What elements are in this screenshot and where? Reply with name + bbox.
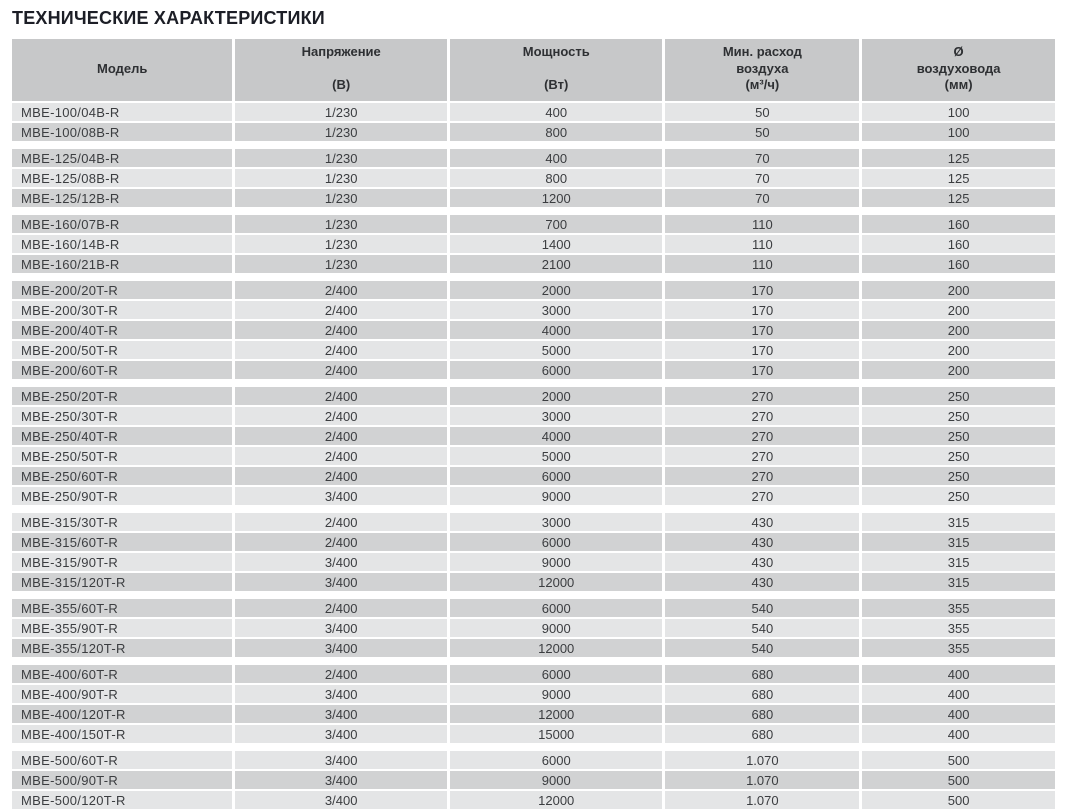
cell-voltage: 1/230 (235, 123, 447, 141)
cell-diameter: 500 (862, 791, 1055, 809)
cell-power: 6000 (450, 665, 663, 683)
header-label: Мин. расход (722, 44, 802, 59)
cell-airflow: 430 (665, 553, 859, 571)
cell-model: MBE-100/08B-R (12, 123, 232, 141)
cell-voltage: 2/400 (235, 321, 447, 339)
cell-airflow: 680 (665, 665, 859, 683)
cell-voltage: 1/230 (235, 255, 447, 273)
table-row (12, 447, 1055, 465)
cell-airflow: 1.070 (665, 771, 859, 789)
cell-voltage: 3/400 (235, 639, 447, 657)
cell-voltage: 2/400 (235, 301, 447, 319)
cell-model: MBE-400/60T-R (12, 665, 232, 683)
cell-airflow: 680 (665, 705, 859, 723)
cell-airflow: 540 (665, 639, 859, 657)
row-group (12, 599, 1055, 657)
cell-airflow: 1.070 (665, 791, 859, 809)
cell-voltage: 3/400 (235, 685, 447, 703)
table-row (12, 639, 1055, 657)
header-label: Модель (97, 60, 148, 76)
cell-airflow: 110 (665, 255, 859, 273)
cell-voltage: 3/400 (235, 791, 447, 809)
cell-voltage: 2/400 (235, 407, 447, 425)
cell-diameter: 250 (862, 387, 1055, 405)
cell-voltage: 3/400 (235, 725, 447, 743)
header-unit: (Вт) (544, 77, 569, 93)
cell-airflow: 270 (665, 407, 859, 425)
header-unit: (В) (332, 77, 351, 93)
cell-power: 9000 (450, 619, 663, 637)
cell-power: 1200 (450, 189, 663, 207)
cell-diameter: 500 (862, 751, 1055, 769)
cell-power: 5000 (450, 447, 663, 465)
table-row (12, 467, 1055, 485)
cell-voltage: 2/400 (235, 387, 447, 405)
cell-diameter: 400 (862, 665, 1055, 683)
cell-airflow: 540 (665, 599, 859, 617)
cell-model: MBE-315/90T-R (12, 553, 232, 571)
cell-model: MBE-250/30T-R (12, 407, 232, 425)
cell-model: MBE-125/12B-R (12, 189, 232, 207)
cell-model: MBE-250/60T-R (12, 467, 232, 485)
cell-airflow: 110 (665, 215, 859, 233)
cell-diameter: 100 (862, 123, 1055, 141)
cell-voltage: 2/400 (235, 427, 447, 445)
cell-airflow: 170 (665, 301, 859, 319)
cell-power: 6000 (450, 533, 663, 551)
table-row (12, 123, 1055, 141)
cell-diameter: 250 (862, 487, 1055, 505)
specs-table (12, 39, 1055, 809)
page-title: ТЕХНИЧЕСКИЕ ХАРАКТЕРИСТИКИ (12, 8, 325, 28)
table-row (12, 751, 1055, 769)
cell-power: 9000 (450, 771, 663, 789)
cell-power: 12000 (450, 791, 663, 809)
table-row (12, 599, 1055, 617)
cell-diameter: 250 (862, 447, 1055, 465)
table-row (12, 361, 1055, 379)
header-unit: (м³/ч) (745, 77, 780, 93)
cell-power: 800 (450, 169, 663, 187)
cell-voltage: 1/230 (235, 235, 447, 253)
cell-model: MBE-200/40T-R (12, 321, 232, 339)
cell-power: 4000 (450, 321, 663, 339)
cell-diameter: 160 (862, 235, 1055, 253)
cell-power: 3000 (450, 513, 663, 531)
cell-power: 9000 (450, 685, 663, 703)
cell-power: 3000 (450, 301, 663, 319)
cell-voltage: 1/230 (235, 149, 447, 167)
cell-voltage: 3/400 (235, 487, 447, 505)
cell-airflow: 110 (665, 235, 859, 253)
table-row (12, 235, 1055, 253)
cell-power: 12000 (450, 639, 663, 657)
row-group (12, 513, 1055, 591)
cell-airflow: 50 (665, 103, 859, 121)
cell-model: MBE-160/14B-R (12, 235, 232, 253)
row-group (12, 103, 1055, 141)
cell-model: MBE-400/90T-R (12, 685, 232, 703)
table-row (12, 255, 1055, 273)
table-row (12, 771, 1055, 789)
header-cell-voltage (235, 39, 447, 101)
cell-airflow: 50 (665, 123, 859, 141)
cell-power: 400 (450, 103, 663, 121)
cell-airflow: 70 (665, 169, 859, 187)
cell-airflow: 170 (665, 361, 859, 379)
cell-power: 12000 (450, 705, 663, 723)
cell-power: 6000 (450, 599, 663, 617)
table-row (12, 553, 1055, 571)
header-cell-diameter (862, 39, 1055, 101)
cell-model: MBE-250/90T-R (12, 487, 232, 505)
table-row (12, 407, 1055, 425)
table-row (12, 533, 1055, 551)
cell-airflow: 540 (665, 619, 859, 637)
cell-diameter: 250 (862, 467, 1055, 485)
table-row (12, 705, 1055, 723)
cell-voltage: 3/400 (235, 771, 447, 789)
cell-voltage: 1/230 (235, 103, 447, 121)
cell-voltage: 2/400 (235, 341, 447, 359)
cell-voltage: 2/400 (235, 533, 447, 551)
cell-airflow: 430 (665, 573, 859, 591)
cell-airflow: 70 (665, 189, 859, 207)
table-row (12, 685, 1055, 703)
cell-diameter: 315 (862, 513, 1055, 531)
cell-model: MBE-125/08B-R (12, 169, 232, 187)
cell-model: MBE-200/50T-R (12, 341, 232, 359)
cell-voltage: 3/400 (235, 553, 447, 571)
cell-model: MBE-250/20T-R (12, 387, 232, 405)
cell-model: MBE-315/30T-R (12, 513, 232, 531)
cell-diameter: 160 (862, 215, 1055, 233)
cell-diameter: 355 (862, 639, 1055, 657)
cell-power: 12000 (450, 573, 663, 591)
row-group (12, 149, 1055, 207)
cell-voltage: 1/230 (235, 189, 447, 207)
cell-voltage: 3/400 (235, 705, 447, 723)
cell-power: 1400 (450, 235, 663, 253)
header-label: воздуховода (916, 60, 1001, 76)
cell-power: 9000 (450, 553, 663, 571)
cell-model: MBE-400/120T-R (12, 705, 232, 723)
cell-diameter: 315 (862, 533, 1055, 551)
cell-model: MBE-500/90T-R (12, 771, 232, 789)
header-label: Мощность (522, 44, 590, 59)
cell-model: MBE-125/04B-R (12, 149, 232, 167)
cell-airflow: 1.070 (665, 751, 859, 769)
cell-airflow: 170 (665, 321, 859, 339)
cell-power: 6000 (450, 751, 663, 769)
cell-diameter: 200 (862, 341, 1055, 359)
cell-voltage: 2/400 (235, 281, 447, 299)
cell-voltage: 2/400 (235, 447, 447, 465)
cell-power: 4000 (450, 427, 663, 445)
cell-model: MBE-355/90T-R (12, 619, 232, 637)
cell-diameter: 355 (862, 599, 1055, 617)
cell-voltage: 3/400 (235, 619, 447, 637)
cell-voltage: 2/400 (235, 599, 447, 617)
cell-diameter: 125 (862, 149, 1055, 167)
cell-airflow: 270 (665, 387, 859, 405)
table-row (12, 215, 1055, 233)
table-row (12, 513, 1055, 531)
cell-voltage: 2/400 (235, 513, 447, 531)
cell-diameter: 315 (862, 553, 1055, 571)
cell-model: MBE-500/120T-R (12, 791, 232, 809)
cell-voltage: 2/400 (235, 467, 447, 485)
cell-power: 700 (450, 215, 663, 233)
row-group (12, 215, 1055, 273)
cell-voltage: 3/400 (235, 573, 447, 591)
cell-model: MBE-200/60T-R (12, 361, 232, 379)
cell-diameter: 160 (862, 255, 1055, 273)
cell-power: 2100 (450, 255, 663, 273)
cell-airflow: 270 (665, 447, 859, 465)
cell-airflow: 270 (665, 427, 859, 445)
table-row (12, 725, 1055, 743)
cell-model: MBE-355/60T-R (12, 599, 232, 617)
cell-airflow: 70 (665, 149, 859, 167)
cell-airflow: 170 (665, 281, 859, 299)
header-cell-power (450, 39, 663, 101)
row-group (12, 665, 1055, 743)
cell-model: MBE-200/20T-R (12, 281, 232, 299)
cell-diameter: 125 (862, 189, 1055, 207)
cell-voltage: 2/400 (235, 361, 447, 379)
table-row (12, 791, 1055, 809)
cell-diameter: 315 (862, 573, 1055, 591)
cell-model: MBE-315/60T-R (12, 533, 232, 551)
cell-voltage: 1/230 (235, 169, 447, 187)
cell-diameter: 250 (862, 427, 1055, 445)
table-header (12, 39, 1055, 101)
header-cell-airflow (665, 39, 859, 101)
cell-airflow: 680 (665, 725, 859, 743)
cell-voltage: 1/230 (235, 215, 447, 233)
table-row (12, 149, 1055, 167)
cell-model: MBE-315/120T-R (12, 573, 232, 591)
table-row (12, 573, 1055, 591)
table-row (12, 341, 1055, 359)
cell-diameter: 400 (862, 705, 1055, 723)
cell-model: MBE-160/21B-R (12, 255, 232, 273)
cell-airflow: 270 (665, 487, 859, 505)
cell-diameter: 400 (862, 685, 1055, 703)
table-row (12, 281, 1055, 299)
cell-power: 9000 (450, 487, 663, 505)
row-group (12, 751, 1055, 809)
cell-diameter: 250 (862, 407, 1055, 425)
table-row (12, 427, 1055, 445)
cell-model: MBE-250/40T-R (12, 427, 232, 445)
header-unit: (мм) (944, 77, 973, 93)
cell-model: MBE-100/04B-R (12, 103, 232, 121)
header-label: Напряжение (301, 44, 381, 59)
cell-airflow: 430 (665, 513, 859, 531)
table-row (12, 321, 1055, 339)
cell-diameter: 200 (862, 301, 1055, 319)
cell-power: 6000 (450, 361, 663, 379)
cell-diameter: 100 (862, 103, 1055, 121)
cell-model: MBE-500/60T-R (12, 751, 232, 769)
table-body (12, 103, 1055, 809)
cell-diameter: 400 (862, 725, 1055, 743)
table-row (12, 301, 1055, 319)
table-row (12, 619, 1055, 637)
cell-diameter: 355 (862, 619, 1055, 637)
cell-diameter: 200 (862, 321, 1055, 339)
cell-power: 800 (450, 123, 663, 141)
cell-airflow: 170 (665, 341, 859, 359)
cell-airflow: 270 (665, 467, 859, 485)
cell-power: 2000 (450, 281, 663, 299)
table-row (12, 387, 1055, 405)
cell-model: MBE-160/07B-R (12, 215, 232, 233)
table-row (12, 189, 1055, 207)
cell-voltage: 2/400 (235, 665, 447, 683)
table-row (12, 487, 1055, 505)
cell-power: 6000 (450, 467, 663, 485)
cell-power: 400 (450, 149, 663, 167)
row-group (12, 281, 1055, 379)
cell-model: MBE-200/30T-R (12, 301, 232, 319)
cell-power: 5000 (450, 341, 663, 359)
row-group (12, 387, 1055, 505)
cell-diameter: 125 (862, 169, 1055, 187)
cell-power: 3000 (450, 407, 663, 425)
cell-diameter: 200 (862, 281, 1055, 299)
cell-power: 2000 (450, 387, 663, 405)
table-row (12, 103, 1055, 121)
cell-diameter: 200 (862, 361, 1055, 379)
cell-power: 15000 (450, 725, 663, 743)
cell-airflow: 430 (665, 533, 859, 551)
header-label: Ø (953, 44, 964, 59)
cell-voltage: 3/400 (235, 751, 447, 769)
cell-diameter: 500 (862, 771, 1055, 789)
cell-model: MBE-250/50T-R (12, 447, 232, 465)
table-row (12, 665, 1055, 683)
cell-model: MBE-355/120T-R (12, 639, 232, 657)
cell-airflow: 680 (665, 685, 859, 703)
cell-model: MBE-400/150T-R (12, 725, 232, 743)
header-cell-model (12, 39, 232, 101)
header-label: воздуха (736, 60, 789, 76)
table-row (12, 169, 1055, 187)
